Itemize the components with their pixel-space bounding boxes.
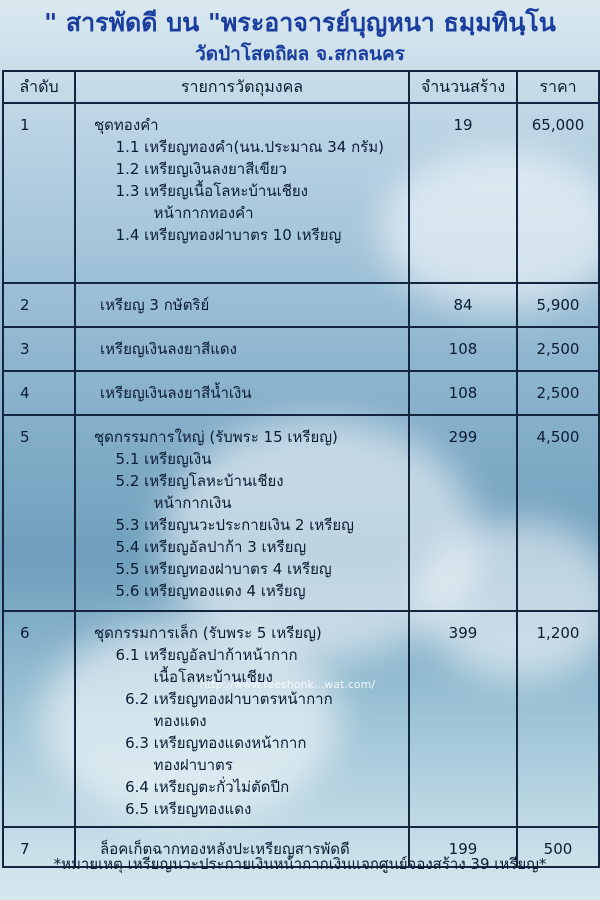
row-quantity: 19 (409, 103, 517, 283)
item-subline: 5.6 เหรียญทองแดง 4 เหรียญ (106, 582, 306, 600)
item-title: เหรียญเงินลงยาสีน้ำเงิน (100, 384, 252, 402)
col-header-item: รายการวัตถุมงคล (75, 71, 409, 103)
row-quantity: 399 (409, 611, 517, 827)
item-subline: 5.5 เหรียญทองฝาบาตร 4 เหรียญ (106, 560, 332, 578)
item-title: เหรียญเงินลงยาสีแดง (100, 340, 237, 358)
row-item (75, 415, 409, 611)
table-row (3, 611, 599, 827)
row-item (75, 327, 409, 371)
row-quantity: 84 (409, 283, 517, 327)
row-number: 3 (3, 327, 75, 371)
item-subline: หน้ากากทองคำ (106, 204, 254, 222)
row-item (75, 611, 409, 827)
item-subline: 6.2 เหรียญทองฝาบาตรหน้ากาก (106, 690, 333, 708)
item-subline: 6.1 เหรียญอัลปาก้าหน้ากาก (106, 646, 298, 664)
item-subline: 1.1 เหรียญทองคำ(นน.ประมาณ 34 กรัม) (106, 138, 384, 156)
row-quantity: 199 (409, 827, 517, 867)
page-subtitle: วัดป่าโสตถิผล จ.สกลนคร (195, 43, 405, 65)
table-row (3, 415, 599, 611)
page-header (0, 6, 600, 68)
item-title: ล็อคเก็ตฉากทองหลังปะเหรียญสารพัดดี (100, 840, 350, 858)
item-subline: 6.5 เหรียญทองแดง (106, 800, 252, 818)
row-number: 6 (3, 611, 75, 827)
row-quantity: 108 (409, 371, 517, 415)
row-number: 5 (3, 415, 75, 611)
item-subline: 5.2 เหรียญโลหะบ้านเชียง (106, 472, 284, 490)
row-number: 7 (3, 827, 75, 867)
col-header-quantity: จำนวนสร้าง (409, 71, 517, 103)
row-item (75, 283, 409, 327)
row-price: 5,900 (517, 283, 599, 327)
item-subline: ทองฝาบาตร (106, 756, 233, 774)
row-price: 65,000 (517, 103, 599, 283)
item-subline: 6.4 เหรียญตะกั่วไม่ตัดปีก (106, 778, 290, 796)
row-item (75, 371, 409, 415)
item-title: เหรียญ 3 กษัตริย์ (100, 296, 210, 314)
item-subline: 1.4 เหรียญทองฝาบาตร 10 เหรียญ (106, 226, 342, 244)
row-price: 2,500 (517, 371, 599, 415)
item-subline: ทองแดง (106, 712, 207, 730)
footnote: *หมายเหตุ เหรียญนวะประกายเงินหน้ากากเงินแจกศูนย์จองสร้าง 39 เหรียญ* (53, 855, 547, 873)
row-quantity: 299 (409, 415, 517, 611)
item-subline: 5.1 เหรียญเงิน (106, 450, 212, 468)
row-number: 4 (3, 371, 75, 415)
row-price: 4,500 (517, 415, 599, 611)
amulet-table (2, 70, 600, 868)
table-header-row (3, 71, 599, 103)
row-price: 2,500 (517, 327, 599, 371)
col-header-number: ลำดับ (3, 71, 75, 103)
item-subline: 5.3 เหรียญนวะประกายเงิน 2 เหรียญ (106, 516, 354, 534)
item-subline: 1.3 เหรียญเนื้อโลหะบ้านเชียง (106, 182, 309, 200)
page-title: " สารพัดดี บน "พระอาจารย์บุญหนา ธมฺมทินฺโน (44, 8, 556, 37)
item-subline: 5.4 เหรียญอัลปาก้า 3 เหรียญ (106, 538, 307, 556)
table-row (3, 283, 599, 327)
item-subline: 1.2 เหรียญเงินลงยาสีเขียว (106, 160, 287, 178)
row-quantity: 108 (409, 327, 517, 371)
row-price: 500 (517, 827, 599, 867)
item-subline: หน้ากากเงิน (106, 494, 232, 512)
col-header-price: ราคา (517, 71, 599, 103)
row-number: 2 (3, 283, 75, 327)
watermark-url: http://www.teeshonk...wat.com/ (200, 678, 376, 691)
item-title: ชุดทองคำ (94, 116, 159, 134)
table-row (3, 327, 599, 371)
table-row (3, 371, 599, 415)
row-number: 1 (3, 103, 75, 283)
item-title: ชุดกรรมการเล็ก (รับพระ 5 เหรียญ) (94, 624, 322, 642)
item-subline: 6.3 เหรียญทองแดงหน้ากาก (106, 734, 307, 752)
item-subline: เนื้อโลหะบ้านเชียง (106, 668, 273, 686)
table-row (3, 103, 599, 283)
row-price: 1,200 (517, 611, 599, 827)
row-item (75, 103, 409, 283)
item-title: ชุดกรรมการใหญ่ (รับพระ 15 เหรียญ) (94, 428, 338, 446)
